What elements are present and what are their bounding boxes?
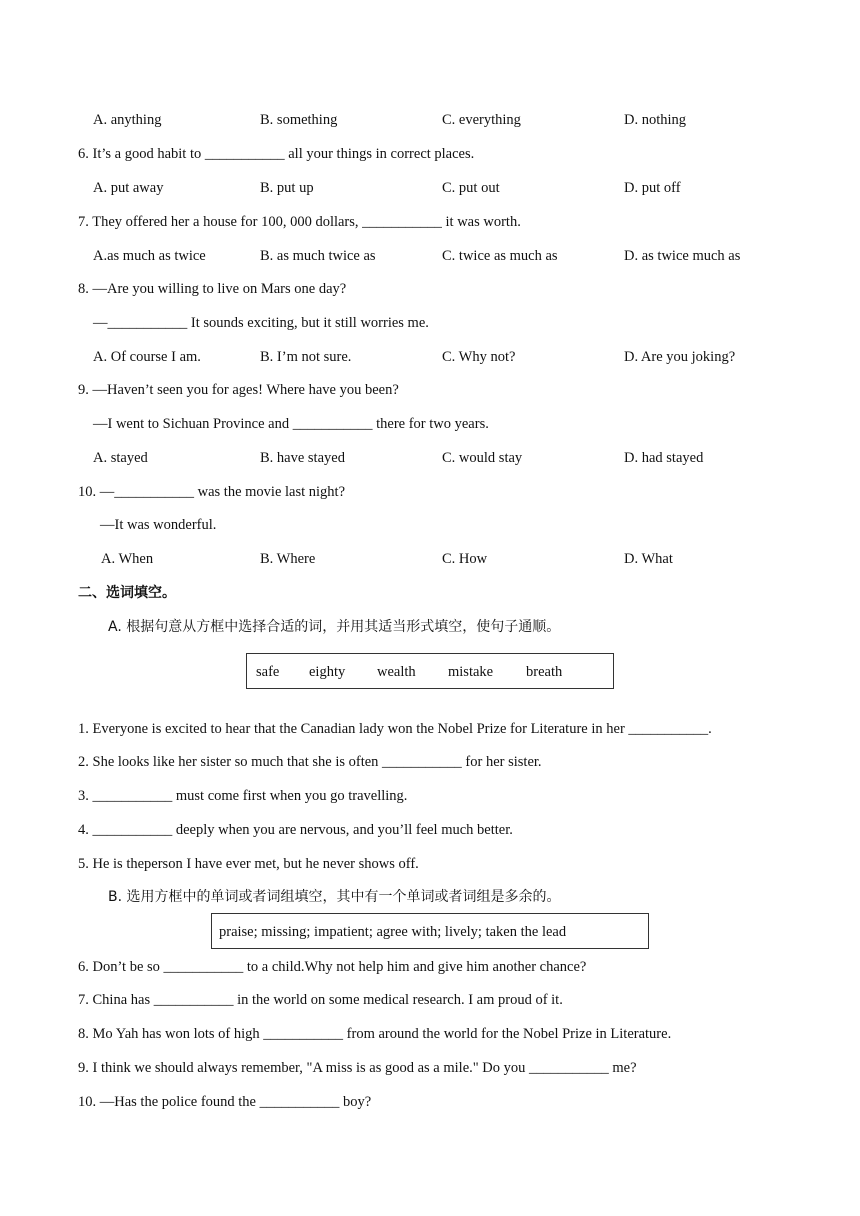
q9-option-d: D. had stayed: [624, 450, 704, 466]
q9-option-c: C. would stay: [442, 450, 523, 466]
q10-option-d: D. What: [624, 551, 673, 567]
word-bank-a: [246, 653, 614, 689]
section-heading: 二、选词填空。: [78, 585, 176, 601]
q10-response: —It was wonderful.: [100, 517, 217, 533]
q5-option-d: D. nothing: [624, 112, 687, 128]
q5-option-a: A. anything: [93, 112, 162, 128]
q5-option-c: C. everything: [442, 112, 521, 128]
q9-option-b: B. have stayed: [260, 450, 345, 466]
word-bank-text: praise; missing; impatient; agree with; lively; taken the lead: [219, 924, 567, 940]
q9-response: —I went to Sichuan Province and ___________ there for two years.: [93, 416, 489, 432]
q6-option-b: B. put up: [260, 180, 314, 196]
q7-option-a: A.as much as twice: [93, 248, 206, 264]
section-b-item-8: 8. Mo Yah has won lots of high ___________ from around the world for the Nobel Prize in Literature.: [78, 1026, 672, 1042]
q10-option-b: B. Where: [260, 551, 316, 567]
q6-stem: 6. It’s a good habit to ___________ all your things in correct places.: [78, 146, 475, 162]
q8-stem: 8. —Are you willing to live on Mars one day?: [78, 281, 347, 297]
q7-option-d: D. as twice much as: [624, 248, 741, 264]
q7-option-c: C. twice as much as: [442, 248, 558, 264]
section-b-instruction: B. 选用方框中的单词或者词组填空，其中有一个单词或者词组是多余的。: [108, 889, 561, 905]
section-b-item-7: 7. China has ___________ in the world on some medical research. I am proud of it.: [78, 992, 563, 1008]
word-bank-b: [211, 913, 649, 949]
q6-option-a: A. put away: [93, 180, 164, 196]
section-a-instruction: A. 根据句意从方框中选择合适的词，并用其适当形式填空，使句子通顺。: [108, 619, 561, 635]
word-bank-item: breath: [526, 664, 563, 680]
section-a-item-5: 5. He is theperson I have ever met, but he never shows off.: [78, 856, 419, 872]
q8-option-b: B. I’m not sure.: [260, 349, 352, 365]
q8-option-c: C. Why not?: [442, 349, 516, 365]
q9-option-a: A. stayed: [93, 450, 148, 466]
section-a-item-3: 3. ___________ must come first when you go travelling.: [78, 788, 408, 804]
q9-stem: 9. —Haven’t seen you for ages! Where have you been?: [78, 382, 399, 398]
section-b-item-10: 10. —Has the police found the ___________ boy?: [78, 1094, 372, 1110]
q8-option-a: A. Of course I am.: [93, 349, 201, 365]
q10-option-c: C. How: [442, 551, 488, 567]
section-a-item-4: 4. ___________ deeply when you are nervous, and you’ll feel much better.: [78, 822, 513, 838]
q6-option-d: D. put off: [624, 180, 681, 196]
q5-option-b: B. something: [260, 112, 338, 128]
word-bank-item: wealth: [377, 664, 416, 680]
q6-option-c: C. put out: [442, 180, 500, 196]
section-a-item-2: 2. She looks like her sister so much that she is often ___________ for her sister.: [78, 754, 542, 770]
q10-option-a: A. When: [101, 551, 154, 567]
section-a-item-1: 1. Everyone is excited to hear that the Canadian lady won the Nobel Prize for Literature in her ___________.: [78, 721, 712, 737]
q7-stem: 7. They offered her a house for 100, 000 dollars, ___________ it was worth.: [78, 214, 521, 230]
q8-response: —___________ It sounds exciting, but it still worries me.: [93, 315, 429, 331]
q10-stem: 10. —___________ was the movie last night?: [78, 484, 346, 500]
section-b-item-9: 9. I think we should always remember, "A miss is as good as a mile." Do you ___________ me?: [78, 1060, 637, 1076]
section-b-item-6: 6. Don’t be so ___________ to a child.Why not help him and give him another chance?: [78, 959, 587, 975]
word-bank-item: eighty: [309, 664, 346, 680]
word-bank-item: safe: [256, 664, 280, 680]
word-bank-item: mistake: [448, 664, 494, 680]
q8-option-d: D. Are you joking?: [624, 349, 736, 365]
q7-option-b: B. as much twice as: [260, 248, 376, 264]
